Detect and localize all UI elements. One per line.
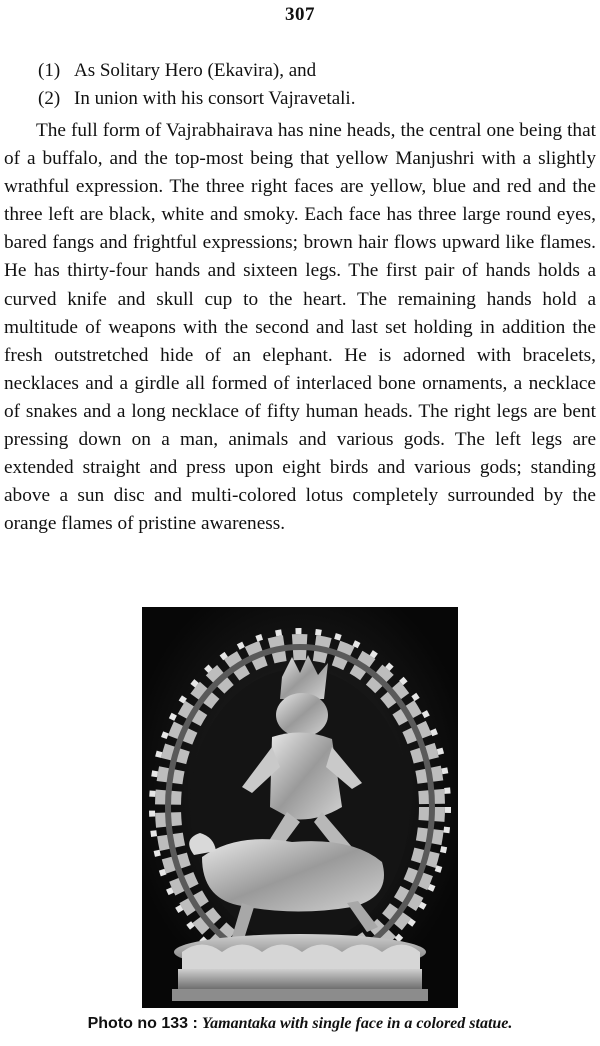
list-item bbox=[38, 58, 316, 83]
list-item-number: (1) bbox=[38, 60, 61, 81]
statue-photo bbox=[142, 607, 458, 1008]
list-item-number: (2) bbox=[38, 88, 61, 109]
page-number: 307 bbox=[285, 4, 315, 25]
caption-title: Yamantaka with single face in a colored statue. bbox=[201, 1015, 513, 1032]
list-item-text: In union with his consort Vajravetali. bbox=[74, 88, 356, 109]
list-item-text: As Solitary Hero (Ekavira), and bbox=[74, 60, 317, 81]
list-item bbox=[38, 86, 355, 111]
figure-caption bbox=[0, 1015, 600, 1033]
body-paragraph: The full form of Vajrabhairava has nine heads, the central one being that of a buffalo, and the top-most being that yellow Manjushri with a slightly wrathful expression. The three right faces are yellow, blue and red and the three left are black, white and smoky. Each face has three large round eyes, bared fangs and frightful expressions; brown hair flows upward like flames. He has thirty-four hands and sixteen legs. The first pair of hands holds a curved knife and skull cup to the heart. The remaining hands hold a multitude of weapons with the second and last set holding in addition the fresh outstretched hide of an elephant. He is adorned with bracelets, necklaces and a girdle all formed of interlaced bone ornaments, a necklace of snakes and a long necklace of fifty human heads. The right legs are bent pressing down on a man, animals and various gods. The left legs are extended straight and press upon eight birds and various gods; standing above a sun disc and multi-colored lotus completely surrounded by the orange flames of pristine awareness. bbox=[4, 120, 596, 535]
caption-lead: Photo no 133 : bbox=[87, 1015, 198, 1032]
